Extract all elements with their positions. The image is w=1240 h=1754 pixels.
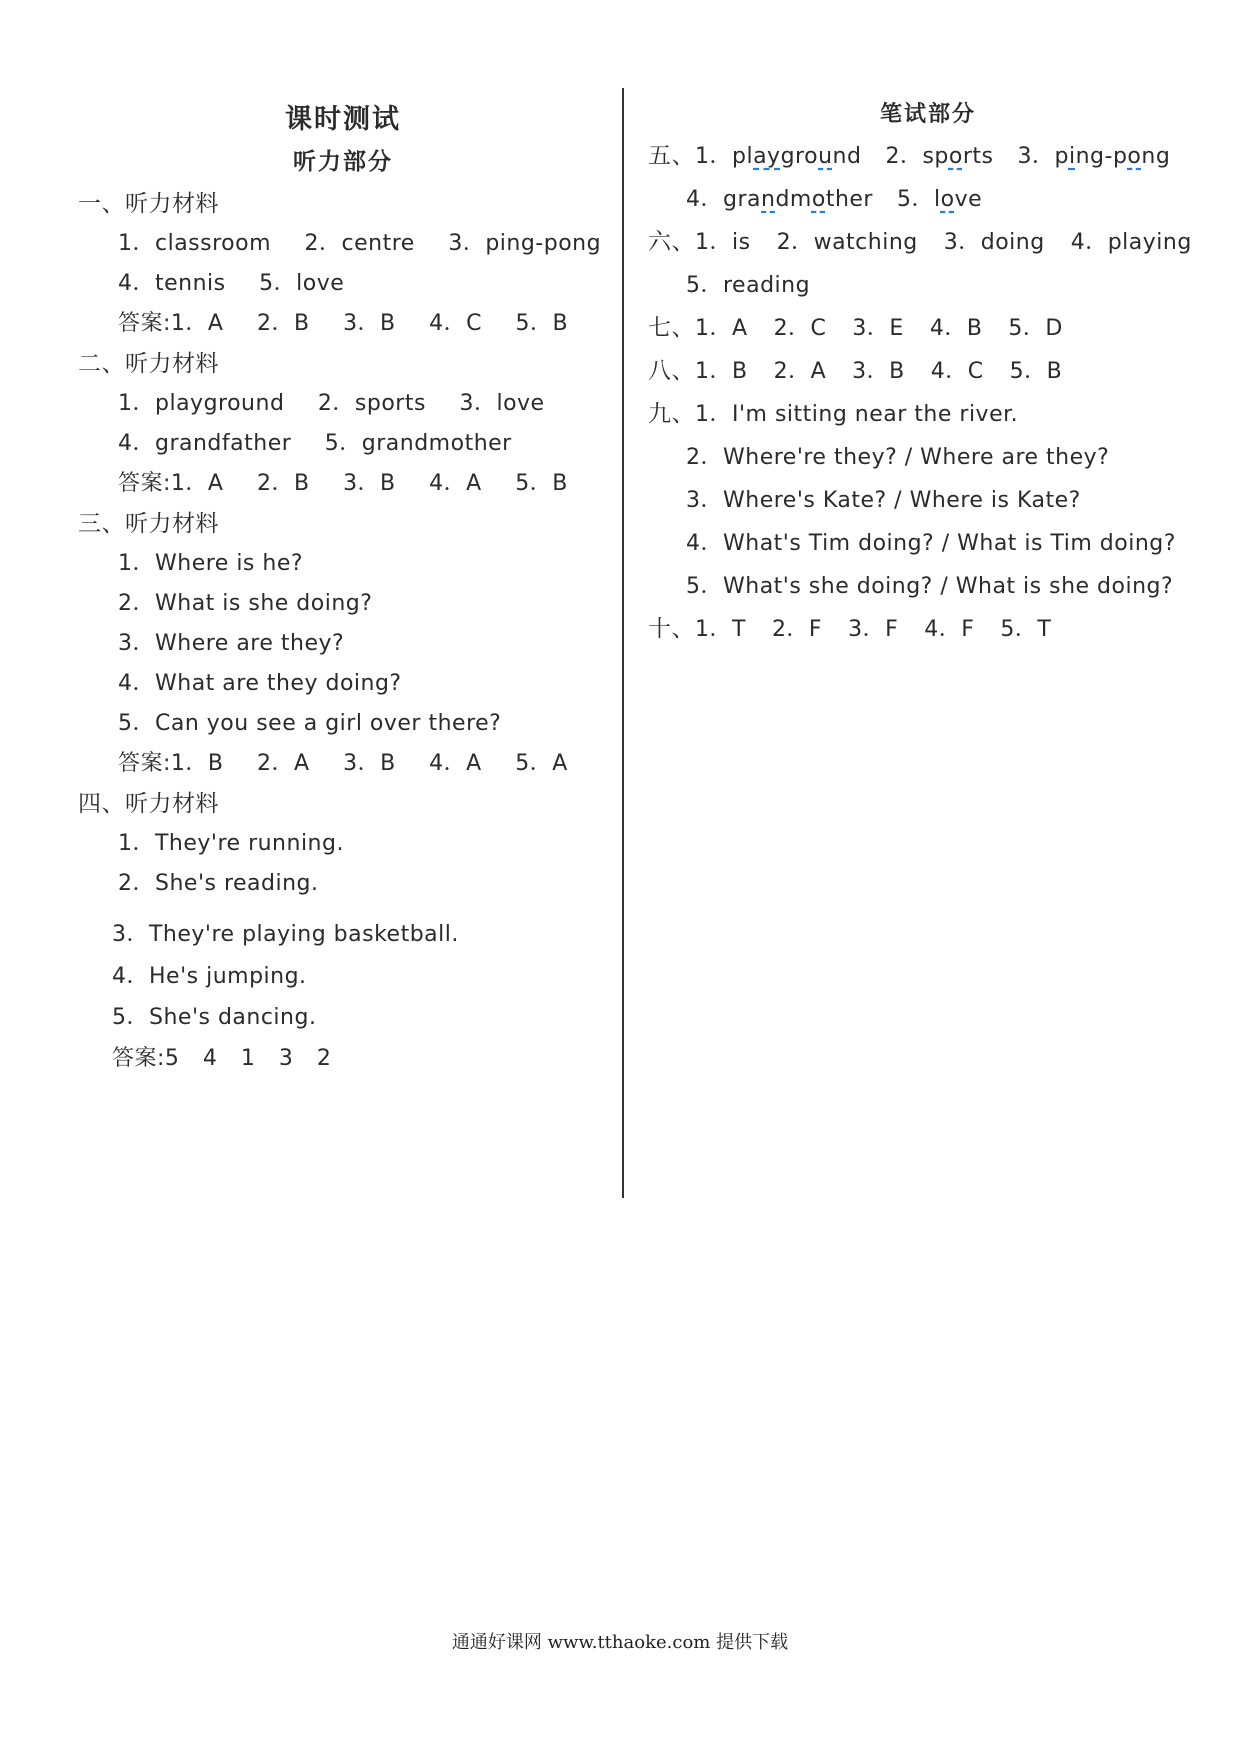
footer-text: 通通好课网 www.tthaoke.com 提供下载	[451, 1632, 789, 1653]
answer-item: 1．is	[695, 230, 751, 255]
answer-item: 4．A	[429, 471, 482, 496]
answer-item: 5．B	[1009, 359, 1063, 384]
section-label: 七、	[648, 315, 695, 341]
section-heading: 三、听力材料	[78, 511, 219, 537]
section-10	[648, 608, 1208, 651]
answer-item: 1．I'm sitting near the river.	[695, 402, 1019, 427]
word-part: pl	[732, 144, 754, 169]
section-4	[78, 784, 608, 1079]
answer-item: 答案:1．A	[118, 311, 224, 336]
word-part: ve	[954, 187, 983, 212]
page-title: 课时测试	[285, 104, 401, 135]
list-item: 2．She's reading.	[118, 871, 319, 896]
list-item	[78, 224, 608, 264]
underlined-letters: o	[940, 187, 955, 212]
list-item: 5．What's she doing? / What is she doing?	[686, 574, 1174, 599]
list-item: 1．classroom	[118, 231, 272, 256]
list-item: 3．They're playing basketball.	[112, 922, 459, 947]
answer-item: 2．A	[773, 359, 827, 384]
section-heading: 四、听力材料	[78, 791, 219, 817]
underlined-letters: u	[818, 144, 833, 169]
item-number: 3．	[1017, 144, 1055, 169]
list-item: 4．What's Tim doing? / What is Tim doing?	[686, 531, 1176, 556]
answer-item: 答案:1．A	[118, 471, 224, 496]
listening-column	[78, 100, 608, 1079]
word-part: nd	[832, 144, 862, 169]
underlined-letters: o	[1127, 144, 1142, 169]
answer-item: 答案:1．B	[118, 751, 224, 776]
section-heading: 二、听力材料	[78, 351, 219, 377]
section-5-row-1	[648, 135, 1208, 178]
answer-item: 4．playing	[1070, 230, 1192, 255]
answer-item: 1．T	[695, 617, 746, 642]
section-6-row-2: 5．reading	[686, 273, 811, 298]
answer-line	[78, 744, 608, 784]
answer-item: 3．E	[852, 316, 904, 341]
list-item: 3．ping-pong	[448, 231, 602, 256]
listening-heading: 听力部分	[293, 149, 393, 175]
section-3	[78, 504, 608, 784]
answer-item: 5．B	[515, 471, 568, 496]
section-label: 五、	[648, 143, 695, 169]
answer-item: 4．C	[429, 311, 483, 336]
list-item: 2．Where're they? / Where are they?	[686, 445, 1110, 470]
underlined-letters: o	[948, 144, 963, 169]
list-item: 3．Where's Kate? / Where is Kate?	[686, 488, 1081, 513]
word-part: p	[1054, 144, 1069, 169]
answer-item: 4．F	[924, 617, 975, 642]
written-column	[648, 95, 1208, 651]
section-label: 九、	[648, 401, 695, 427]
answer-item: 2．B	[256, 471, 310, 496]
answer-line	[78, 304, 608, 344]
list-item: 5．She's dancing.	[112, 1005, 317, 1030]
answer-item: 5．B	[515, 311, 569, 336]
answer-item: 4．A	[429, 751, 482, 776]
section-6-row-1	[648, 221, 1208, 264]
word-part: ng-p	[1075, 144, 1128, 169]
answer-item: 2．C	[773, 316, 827, 341]
answer-item: 3．doing	[943, 230, 1045, 255]
answer-item: 4．C	[930, 359, 984, 384]
underlined-letters: o	[811, 187, 826, 212]
list-item: 4．What are they doing?	[118, 671, 402, 696]
list-item: 3．Where are they?	[118, 631, 345, 656]
answer-item: 2．A	[257, 751, 310, 776]
answer-item: 1．A	[695, 316, 748, 341]
word-part: gra	[723, 187, 761, 212]
answer-item: 3．B	[852, 359, 905, 384]
answer-line	[78, 464, 608, 504]
word-part: rts	[962, 144, 994, 169]
section-9-row-1	[648, 393, 1208, 436]
item-number: 2．	[885, 144, 923, 169]
list-item: 1．They're running.	[118, 831, 344, 856]
section-heading: 一、听力材料	[78, 191, 219, 217]
answer-item: 2．watching	[776, 230, 918, 255]
answer-item: 3．B	[343, 751, 396, 776]
list-item: 2．sports	[317, 391, 426, 416]
word-part: dm	[775, 187, 812, 212]
word-part: gro	[780, 144, 819, 169]
answer-item: 5．D	[1008, 316, 1063, 341]
list-item: 4．tennis	[118, 271, 226, 296]
answer-item: 1	[240, 1046, 256, 1071]
item-number: 4．	[686, 187, 723, 212]
answer-item: 3．F	[848, 617, 899, 642]
list-item: 1．playground	[118, 391, 285, 416]
word-part: ther	[825, 187, 873, 212]
answer-item: 4．B	[929, 316, 983, 341]
section-2	[78, 344, 608, 504]
underlined-letters: n	[761, 187, 776, 212]
list-item: 2．What is she doing?	[118, 591, 373, 616]
word-part: l	[933, 187, 941, 212]
answer-item: 4	[202, 1046, 218, 1071]
list-item: 4．He's jumping.	[112, 964, 307, 989]
answer-item: 3．B	[343, 311, 396, 336]
item-number: 1．	[695, 144, 732, 169]
item-number: 5．	[896, 187, 934, 212]
word-part: sp	[922, 144, 949, 169]
list-item: 1．Where is he?	[118, 551, 304, 576]
list-item: 4．grandfather	[118, 431, 292, 456]
answer-item: 2．F	[771, 617, 823, 642]
answer-item: 5．A	[515, 751, 568, 776]
list-item	[78, 264, 608, 304]
section-5-row-2	[648, 178, 1208, 221]
section-8	[648, 350, 1208, 393]
answer-item: 5．T	[1000, 617, 1052, 642]
section-label: 八、	[648, 358, 695, 384]
answer-item: 3	[278, 1046, 294, 1071]
answer-item: 1．B	[695, 359, 748, 384]
written-heading: 笔试部分	[879, 102, 976, 127]
list-item	[78, 384, 608, 424]
answer-item: 答案:5	[112, 1046, 180, 1071]
answer-item: 2	[316, 1046, 332, 1071]
answer-line	[78, 1038, 608, 1079]
list-item: 3．love	[459, 391, 545, 416]
list-item: 2．centre	[304, 231, 415, 256]
section-label: 十、	[648, 616, 695, 642]
section-1	[78, 184, 608, 344]
underlined-letters: i	[1068, 144, 1076, 169]
answer-item: 3．B	[343, 471, 396, 496]
answer-item: 2．B	[256, 311, 310, 336]
list-item: 5．grandmother	[324, 431, 512, 456]
word-part: ng	[1141, 144, 1171, 169]
section-label: 六、	[648, 229, 695, 255]
list-item	[78, 424, 608, 464]
list-item: 5．love	[259, 271, 345, 296]
section-7	[648, 307, 1208, 350]
underlined-letters: ay	[753, 144, 781, 169]
list-item: 5．Can you see a girl over there?	[118, 711, 502, 736]
